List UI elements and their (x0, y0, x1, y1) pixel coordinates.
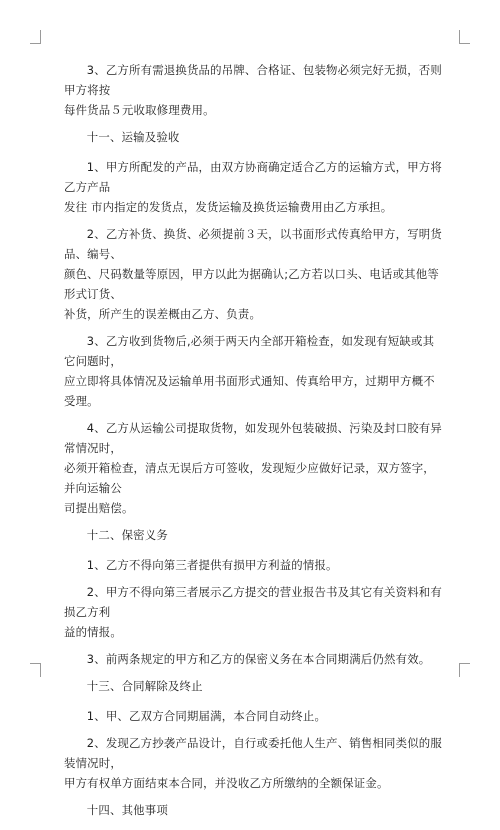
section-heading (64, 676, 442, 696)
text-line: 颜色、尺码数量等原因，甲方以此为据确认;乙方若以口头、电话或其他等形式订货、 (64, 267, 439, 301)
text-line: 发往 市内指定的发货点，发货运输及换货运输费用由乙方承担。 (64, 200, 393, 214)
text-line: 十一、运输及验收 (86, 130, 180, 144)
text-line: 补货，所产生的误差概由乙方、负责。 (64, 307, 262, 321)
crop-mark-top-right (459, 30, 470, 44)
crop-mark-bottom-right (459, 663, 470, 677)
text-line: 1、甲方所配发的产品，由双方协商确定适合乙方的运输方式，甲方将乙方产品 (64, 160, 442, 194)
text-line: 每件货品５元收取修理费用。 (64, 103, 215, 117)
paragraph (64, 418, 442, 518)
text-line: 益的情报。 (64, 625, 122, 639)
crop-mark-top-left (30, 30, 41, 44)
crop-mark-bottom-left (30, 663, 41, 677)
text-line: 十二、保密义务 (86, 528, 168, 542)
paragraph (64, 60, 442, 120)
text-line: 2、甲方不得向第三者展示乙方提交的营业报告书及其它有关资料和有损乙方利 (64, 585, 442, 619)
text-line: 3、前两条规定的甲方和乙方的保密义务在本合同期满后仍然有效。 (86, 652, 431, 666)
document-body (64, 60, 442, 830)
text-line: 2、发现乙方抄袭产品设计，自行或委托他人生产、销售相同类似的服装情况时， (64, 736, 442, 770)
text-line: 3、乙方所有需退换货品的吊牌、合格证、包装物必须完好无损，否则甲方将按 (64, 63, 442, 97)
text-line: 2、乙方补货、换货、必须提前３天，以书面形式传真给甲方，写明货品、编号、 (64, 227, 442, 261)
paragraph (64, 649, 442, 669)
paragraph (64, 706, 442, 726)
text-line: 甲方有权单方面结束本合同，并没收乙方所缴纳的全额保证金。 (64, 776, 389, 790)
text-line: 必须开箱检查，清点无误后方可签收，发现短少应做好记录，双方签字，并向运输公 (64, 461, 435, 495)
text-line: 司提出赔偿。 (64, 501, 134, 515)
paragraph (64, 224, 442, 324)
section-heading (64, 127, 442, 147)
text-line: 1、甲、乙双方合同期届满，本合同自动终止。 (86, 709, 327, 723)
text-line: 1、乙方不得向第三者提供有损甲方利益的情报。 (86, 558, 338, 572)
paragraph (64, 733, 442, 793)
text-line: 4、乙方从运输公司提取货物，如发现外包装破损、污染及封口胶有异常情况时， (64, 421, 442, 455)
section-heading (64, 800, 442, 820)
paragraph (64, 157, 442, 217)
paragraph (64, 582, 442, 642)
text-line: 十四、其他事项 (86, 803, 168, 817)
text-line: 3、乙方收到货物后,必须于两天内全部开箱检查，如发现有短缺或其它问题时， (64, 334, 435, 368)
paragraph (64, 331, 442, 411)
text-line: 十三、合同解除及终止 (86, 679, 203, 693)
text-line: 应立即将具体情况及运输单用书面形式通知、传真给甲方，过期甲方概不受理。 (64, 374, 435, 408)
section-heading (64, 525, 442, 545)
paragraph (64, 555, 442, 575)
